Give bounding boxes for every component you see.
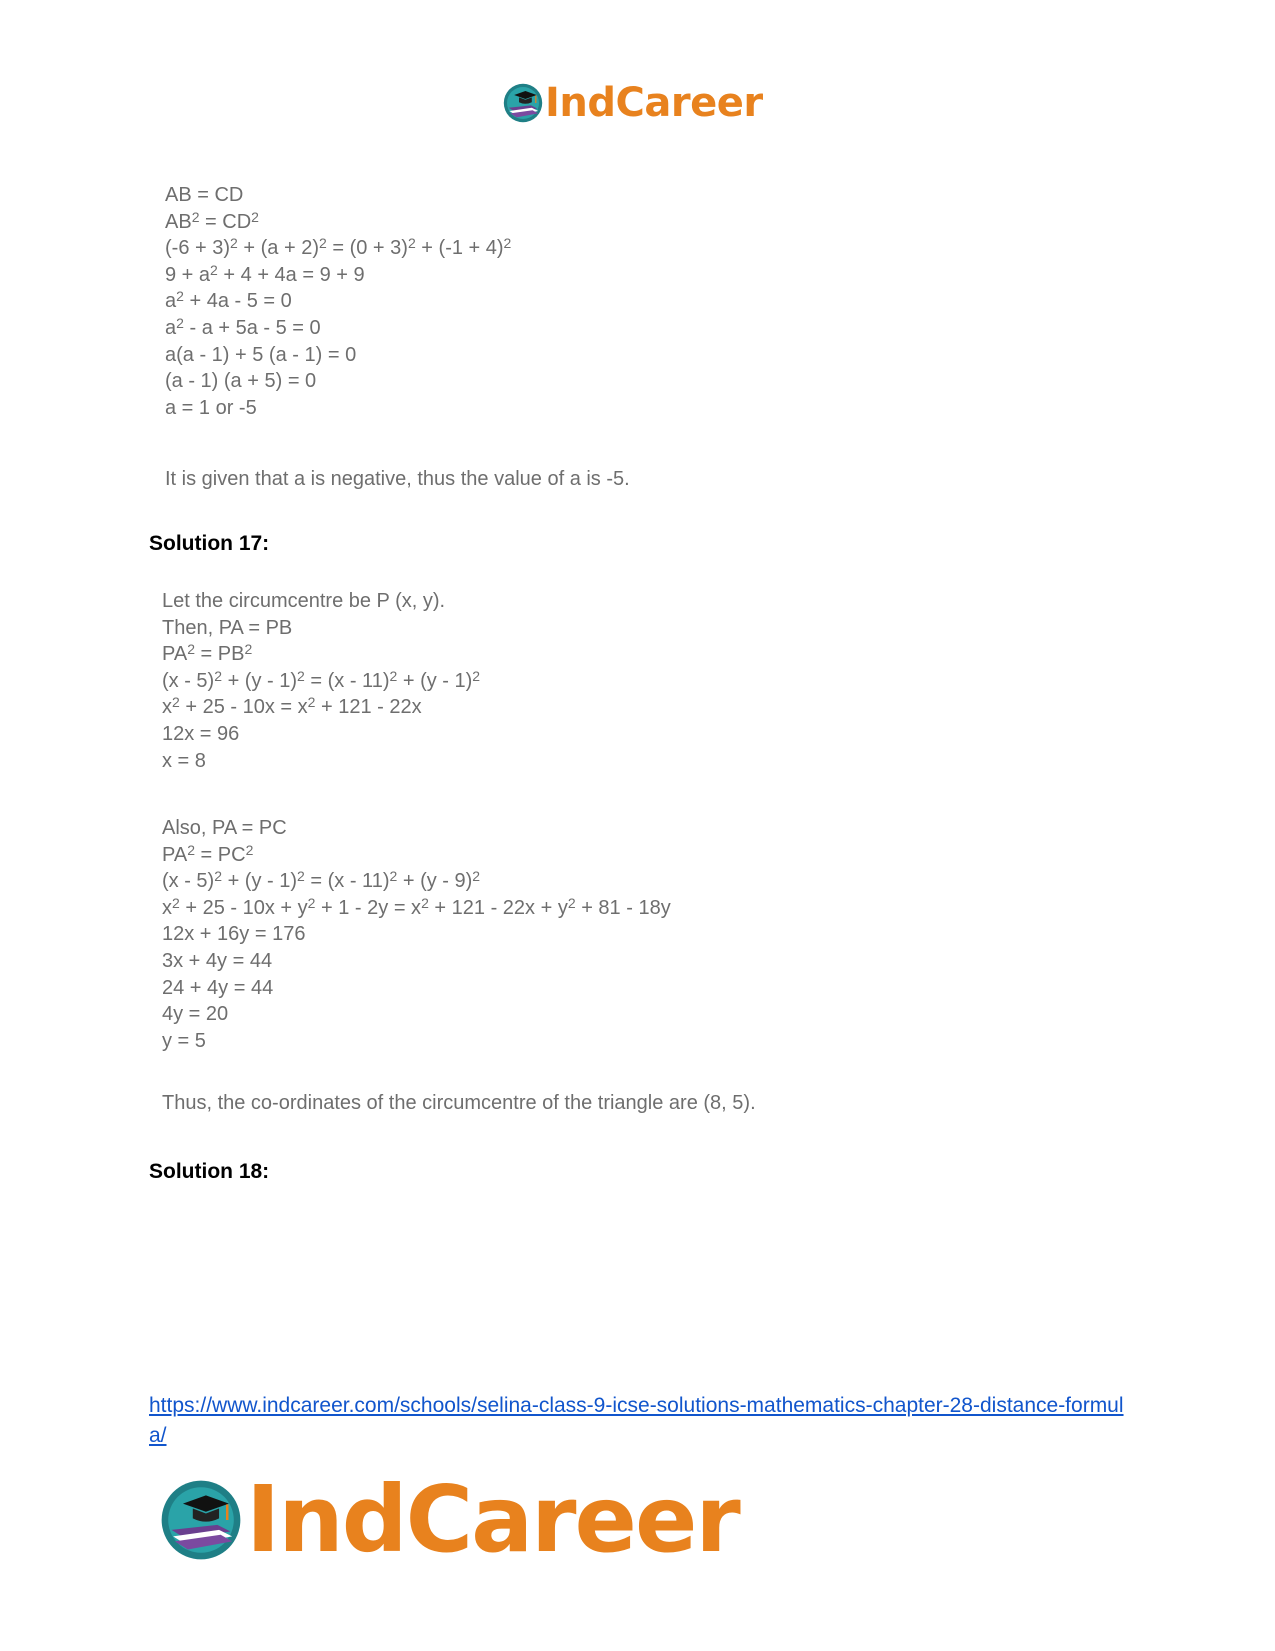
superscript: 2 — [176, 288, 184, 305]
superscript: 2 — [503, 235, 512, 252]
superscript: 2 — [245, 841, 254, 858]
equation-line — [162, 975, 671, 1002]
solution-17-part-1 — [162, 588, 480, 774]
equation-text: x — [162, 896, 172, 919]
equation-line — [162, 895, 671, 922]
equation-line — [162, 588, 480, 615]
superscript: 2 — [251, 208, 259, 225]
superscript: 2 — [421, 894, 429, 911]
solution-18-heading: Solution 18: — [149, 1160, 270, 1183]
equation-text: a(a - 1) + 5 (a - 1) = 0 — [165, 343, 357, 366]
equation-line — [165, 235, 511, 262]
equation-line — [162, 748, 480, 775]
equation-text: AB = CD — [165, 184, 244, 206]
equation-text: PA — [162, 643, 188, 666]
equation-text: (-6 + 3) — [165, 237, 231, 260]
equation-text: a — [165, 290, 177, 313]
equation-text: + 25 - 10x + y — [179, 896, 308, 919]
equation-line — [162, 694, 480, 721]
equation-text: 9 + a — [165, 263, 211, 286]
superscript: 2 — [230, 235, 238, 252]
equation-line — [162, 948, 671, 975]
equation-line — [165, 262, 511, 289]
superscript: 2 — [214, 667, 223, 684]
equation-line — [165, 209, 511, 236]
superscript: 2 — [191, 208, 200, 225]
superscript: 2 — [187, 641, 195, 658]
equation-line — [162, 868, 671, 895]
equation-text: x — [162, 696, 172, 719]
superscript: 2 — [472, 667, 481, 684]
equation-text: + (y - 1) — [222, 669, 298, 692]
superscript: 2 — [244, 641, 253, 658]
equation-text: 12x + 16y = 176 — [162, 923, 306, 946]
equation-text: + (y - 1) — [397, 669, 473, 692]
equation-line — [165, 182, 511, 209]
equation-text: = CD — [199, 210, 252, 233]
equation-line — [162, 668, 480, 695]
equation-text: x = 8 — [162, 749, 206, 772]
equation-text: 24 + 4y = 44 — [162, 976, 274, 999]
equation-text: - a + 5a - 5 = 0 — [183, 316, 321, 339]
equation-line — [165, 368, 511, 395]
equation-text: + 1 - 2y = x — [315, 896, 422, 919]
equation-text: (x - 5) — [162, 870, 215, 893]
equation-text: = PB — [195, 643, 245, 666]
equation-line — [162, 1028, 671, 1055]
equation-text: (a - 1) (a + 5) = 0 — [165, 370, 317, 393]
equation-text: = (x - 11) — [304, 669, 390, 692]
header-logo — [503, 80, 763, 126]
equation-block-a — [165, 182, 511, 421]
superscript: 2 — [176, 314, 184, 331]
graduation-cap-book-icon — [503, 83, 543, 123]
solution-17-conclusion: Thus, the co-ordinates of the circumcentre of the triangle are (8, 5). — [162, 1092, 756, 1114]
equation-line — [162, 815, 671, 842]
equation-text: + (a + 2) — [237, 237, 319, 260]
graduation-cap-book-icon — [160, 1479, 242, 1561]
equation-text: + 25 - 10x = x — [179, 696, 308, 719]
superscript: 2 — [172, 694, 180, 711]
equation-text: + 4 + 4a = 9 + 9 — [217, 263, 365, 286]
equation-text: Then, PA = PB — [162, 616, 293, 639]
superscript: 2 — [307, 894, 316, 911]
footer-logo — [160, 1466, 739, 1573]
equation-line — [162, 721, 480, 748]
solution-17-heading: Solution 17: — [149, 532, 270, 555]
equation-line — [162, 921, 671, 948]
equation-text: PA — [162, 843, 188, 866]
equation-text: + 121 - 22x + y — [428, 896, 568, 919]
superscript: 2 — [389, 868, 398, 885]
equation-line — [162, 615, 480, 642]
equation-line — [162, 1001, 671, 1028]
equation-text: (x - 5) — [162, 669, 215, 692]
equation-text: Also, PA = PC — [162, 817, 287, 839]
superscript: 2 — [187, 841, 195, 858]
source-link[interactable]: https://www.indcareer.com/schools/selina-class-9-icse-solutions-mathematics-chapter-28-distance-formula/ — [149, 1394, 1124, 1447]
equation-text: 4y = 20 — [162, 1003, 229, 1026]
equation-text: + (y - 9) — [397, 870, 473, 893]
equation-line — [162, 842, 671, 869]
equation-text: + (y - 1) — [222, 870, 298, 893]
equation-text: + (-1 + 4) — [415, 237, 504, 260]
equation-text: Let the circumcentre be P (x, y). — [162, 590, 446, 612]
equation-text: + 4a - 5 = 0 — [183, 290, 292, 313]
equation-text: a = 1 or -5 — [165, 396, 257, 419]
solution-17-part-2 — [162, 815, 671, 1054]
equation-text: AB — [165, 210, 192, 233]
superscript: 2 — [472, 868, 481, 885]
equation-text: + 121 - 22x — [315, 696, 422, 719]
superscript: 2 — [567, 894, 576, 911]
superscript: 2 — [407, 235, 416, 252]
superscript: 2 — [172, 894, 180, 911]
header-logo-text: IndCareer — [545, 80, 763, 126]
equation-line — [162, 641, 480, 668]
superscript: 2 — [210, 261, 218, 278]
equation-line — [165, 288, 511, 315]
equation-text: = (x - 11) — [304, 870, 390, 893]
equation-line — [165, 342, 511, 369]
equation-text: y = 5 — [162, 1029, 206, 1052]
block-a-conclusion: It is given that a is negative, thus the value of a is -5. — [165, 468, 630, 490]
superscript: 2 — [318, 235, 327, 252]
equation-line — [165, 395, 511, 422]
footer-logo-text: IndCareer — [246, 1466, 739, 1573]
equation-text: 3x + 4y = 44 — [162, 949, 273, 972]
superscript: 2 — [297, 667, 305, 684]
equation-text: = PC — [195, 843, 246, 866]
superscript: 2 — [389, 667, 398, 684]
superscript: 2 — [297, 868, 305, 885]
superscript: 2 — [214, 868, 223, 885]
superscript: 2 — [307, 694, 316, 711]
equation-text: + 81 - 18y — [575, 896, 671, 919]
equation-text: 12x = 96 — [162, 722, 240, 745]
equation-text: a — [165, 316, 177, 339]
equation-line — [165, 315, 511, 342]
equation-text: = (0 + 3) — [326, 237, 408, 260]
